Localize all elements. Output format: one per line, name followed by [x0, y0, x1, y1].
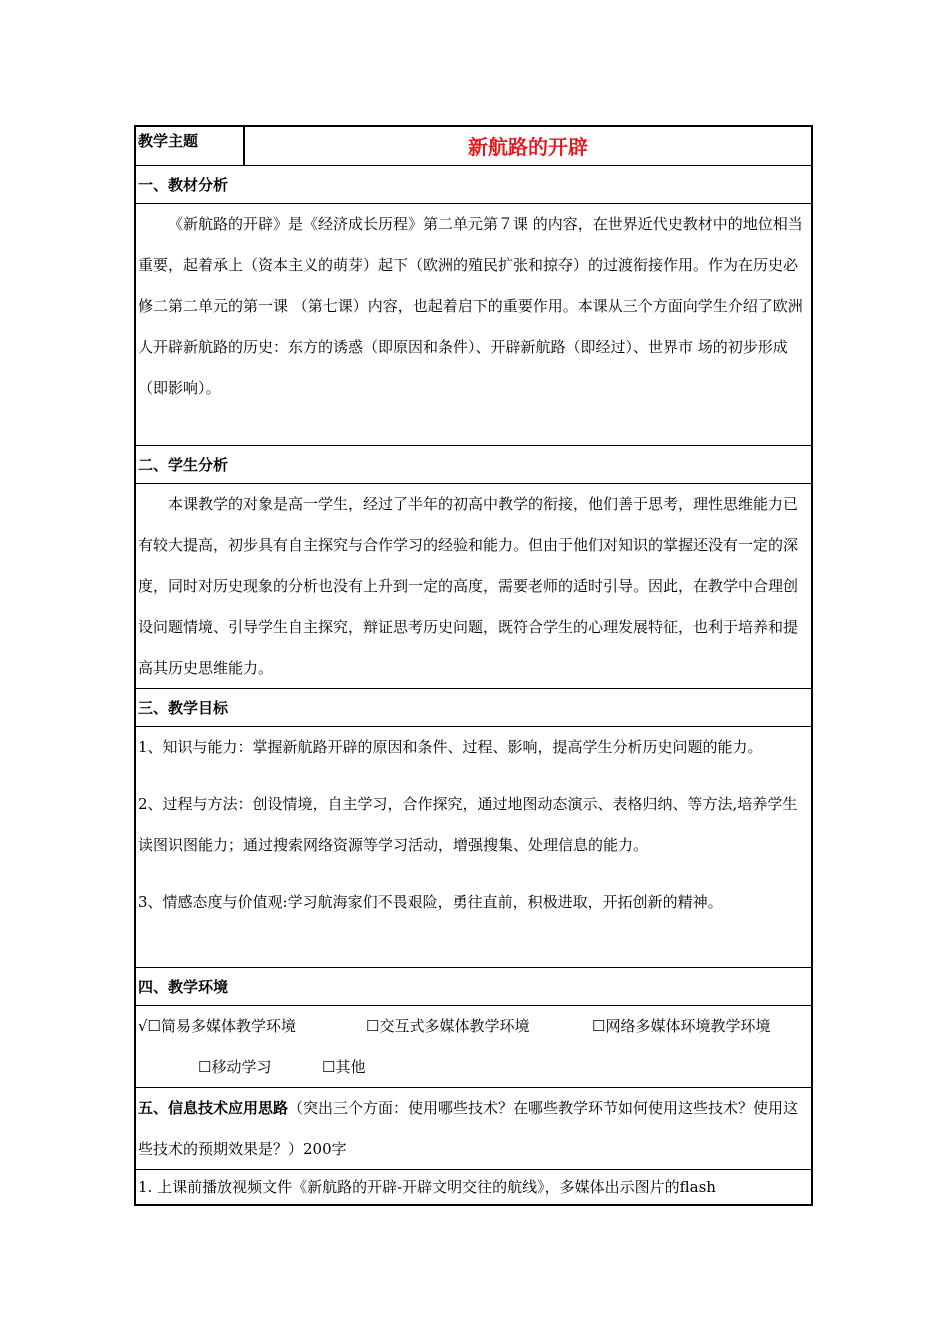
env-option-mobile[interactable]: ☐移动学习: [198, 1058, 272, 1076]
tech-heading-block: [136, 1088, 811, 1169]
analysis-cell: [136, 203, 811, 445]
students-text: 本课教学的对象是高一学生，经过了半年的初高中教学的衔接，他们善于思考，理性思维能力已有较大提高，初步具有自主探究与合作学习的经验和能力。但由于他们对知识的掌握还没有一定的深度，同时对历史现象的分析也没有上升到一定的高度，需要老师的适时引导。因此，在教学中合理创设问题情境、引导学生自主探究，辩证思考历史问题，既符合学生的心理发展特征，也利于培养和提高其历史思维能力。: [138, 495, 799, 677]
goals-cell: [136, 726, 811, 967]
lesson-plan-table: [134, 125, 813, 1206]
environment-options: [136, 1006, 811, 1087]
tech-heading: 五、信息技术应用思路: [138, 1099, 289, 1117]
goal-item: 3、情感态度与价值观:学习航海家们不畏艰险，勇往直前，积极进取，开拓创新的精神。: [138, 893, 723, 911]
topic-row: [136, 127, 811, 165]
env-option-other[interactable]: ☐其他: [322, 1058, 366, 1076]
tech-first-line: 1. 上课前播放视频文件《新航路的开辟-开辟文明交往的航线》，多媒体出示图片的flash: [136, 1169, 811, 1204]
analysis-heading: 一、教材分析: [136, 165, 811, 203]
topic-label: 教学主题: [136, 127, 245, 165]
goal-item: 1、知识与能力：掌握新航路开辟的原因和条件、过程、影响，提高学生分析历史问题的能力。: [138, 738, 763, 756]
environment-cell: [136, 1005, 811, 1087]
goal-item: 2、过程与方法：创设情境，自主学习，合作探究，通过地图动态演示、表格归纳、等方法,培养学生读图识图能力；通过搜索网络资源等学习活动，增强搜集、处理信息的能力。: [138, 795, 798, 854]
environment-heading: 四、教学环境: [136, 967, 811, 1005]
goals-heading: 三、教学目标: [136, 688, 811, 726]
students-heading: 二、学生分析: [136, 445, 811, 483]
analysis-text: 《新航路的开辟》是《经济成长历程》第二单元第７课 的内容，在世界近代史教材中的地位相当重要，起着承上（资本主义的萌芽）起下（欧洲的殖民扩张和掠夺）的过渡衔接作用。作为在历史必修二第二单元的第一课 （第七课）内容，也起着启下的重要作用。本课从三个方面向学生介绍了欧洲人开辟新航路的历史：东方的诱惑（即原因和条件）、开辟新航路（即经过）、世界市 场的初步形成（即影响）。: [138, 215, 803, 397]
env-option-network[interactable]: ☐网络多媒体环境教学环境: [592, 1017, 771, 1035]
lesson-title: 新航路的开辟: [468, 135, 588, 159]
env-option-interactive[interactable]: ☐交互式多媒体教学环境: [366, 1017, 530, 1035]
tech-note: （突出三个方面：使用哪些技术？在哪些教学环节如何使用这些技术？使用这些技术的预期效果是？）200字: [138, 1099, 799, 1158]
tech-heading-cell: [136, 1087, 811, 1169]
students-cell: [136, 483, 811, 688]
env-option-simple[interactable]: √☐简易多媒体教学环境: [138, 1017, 297, 1035]
